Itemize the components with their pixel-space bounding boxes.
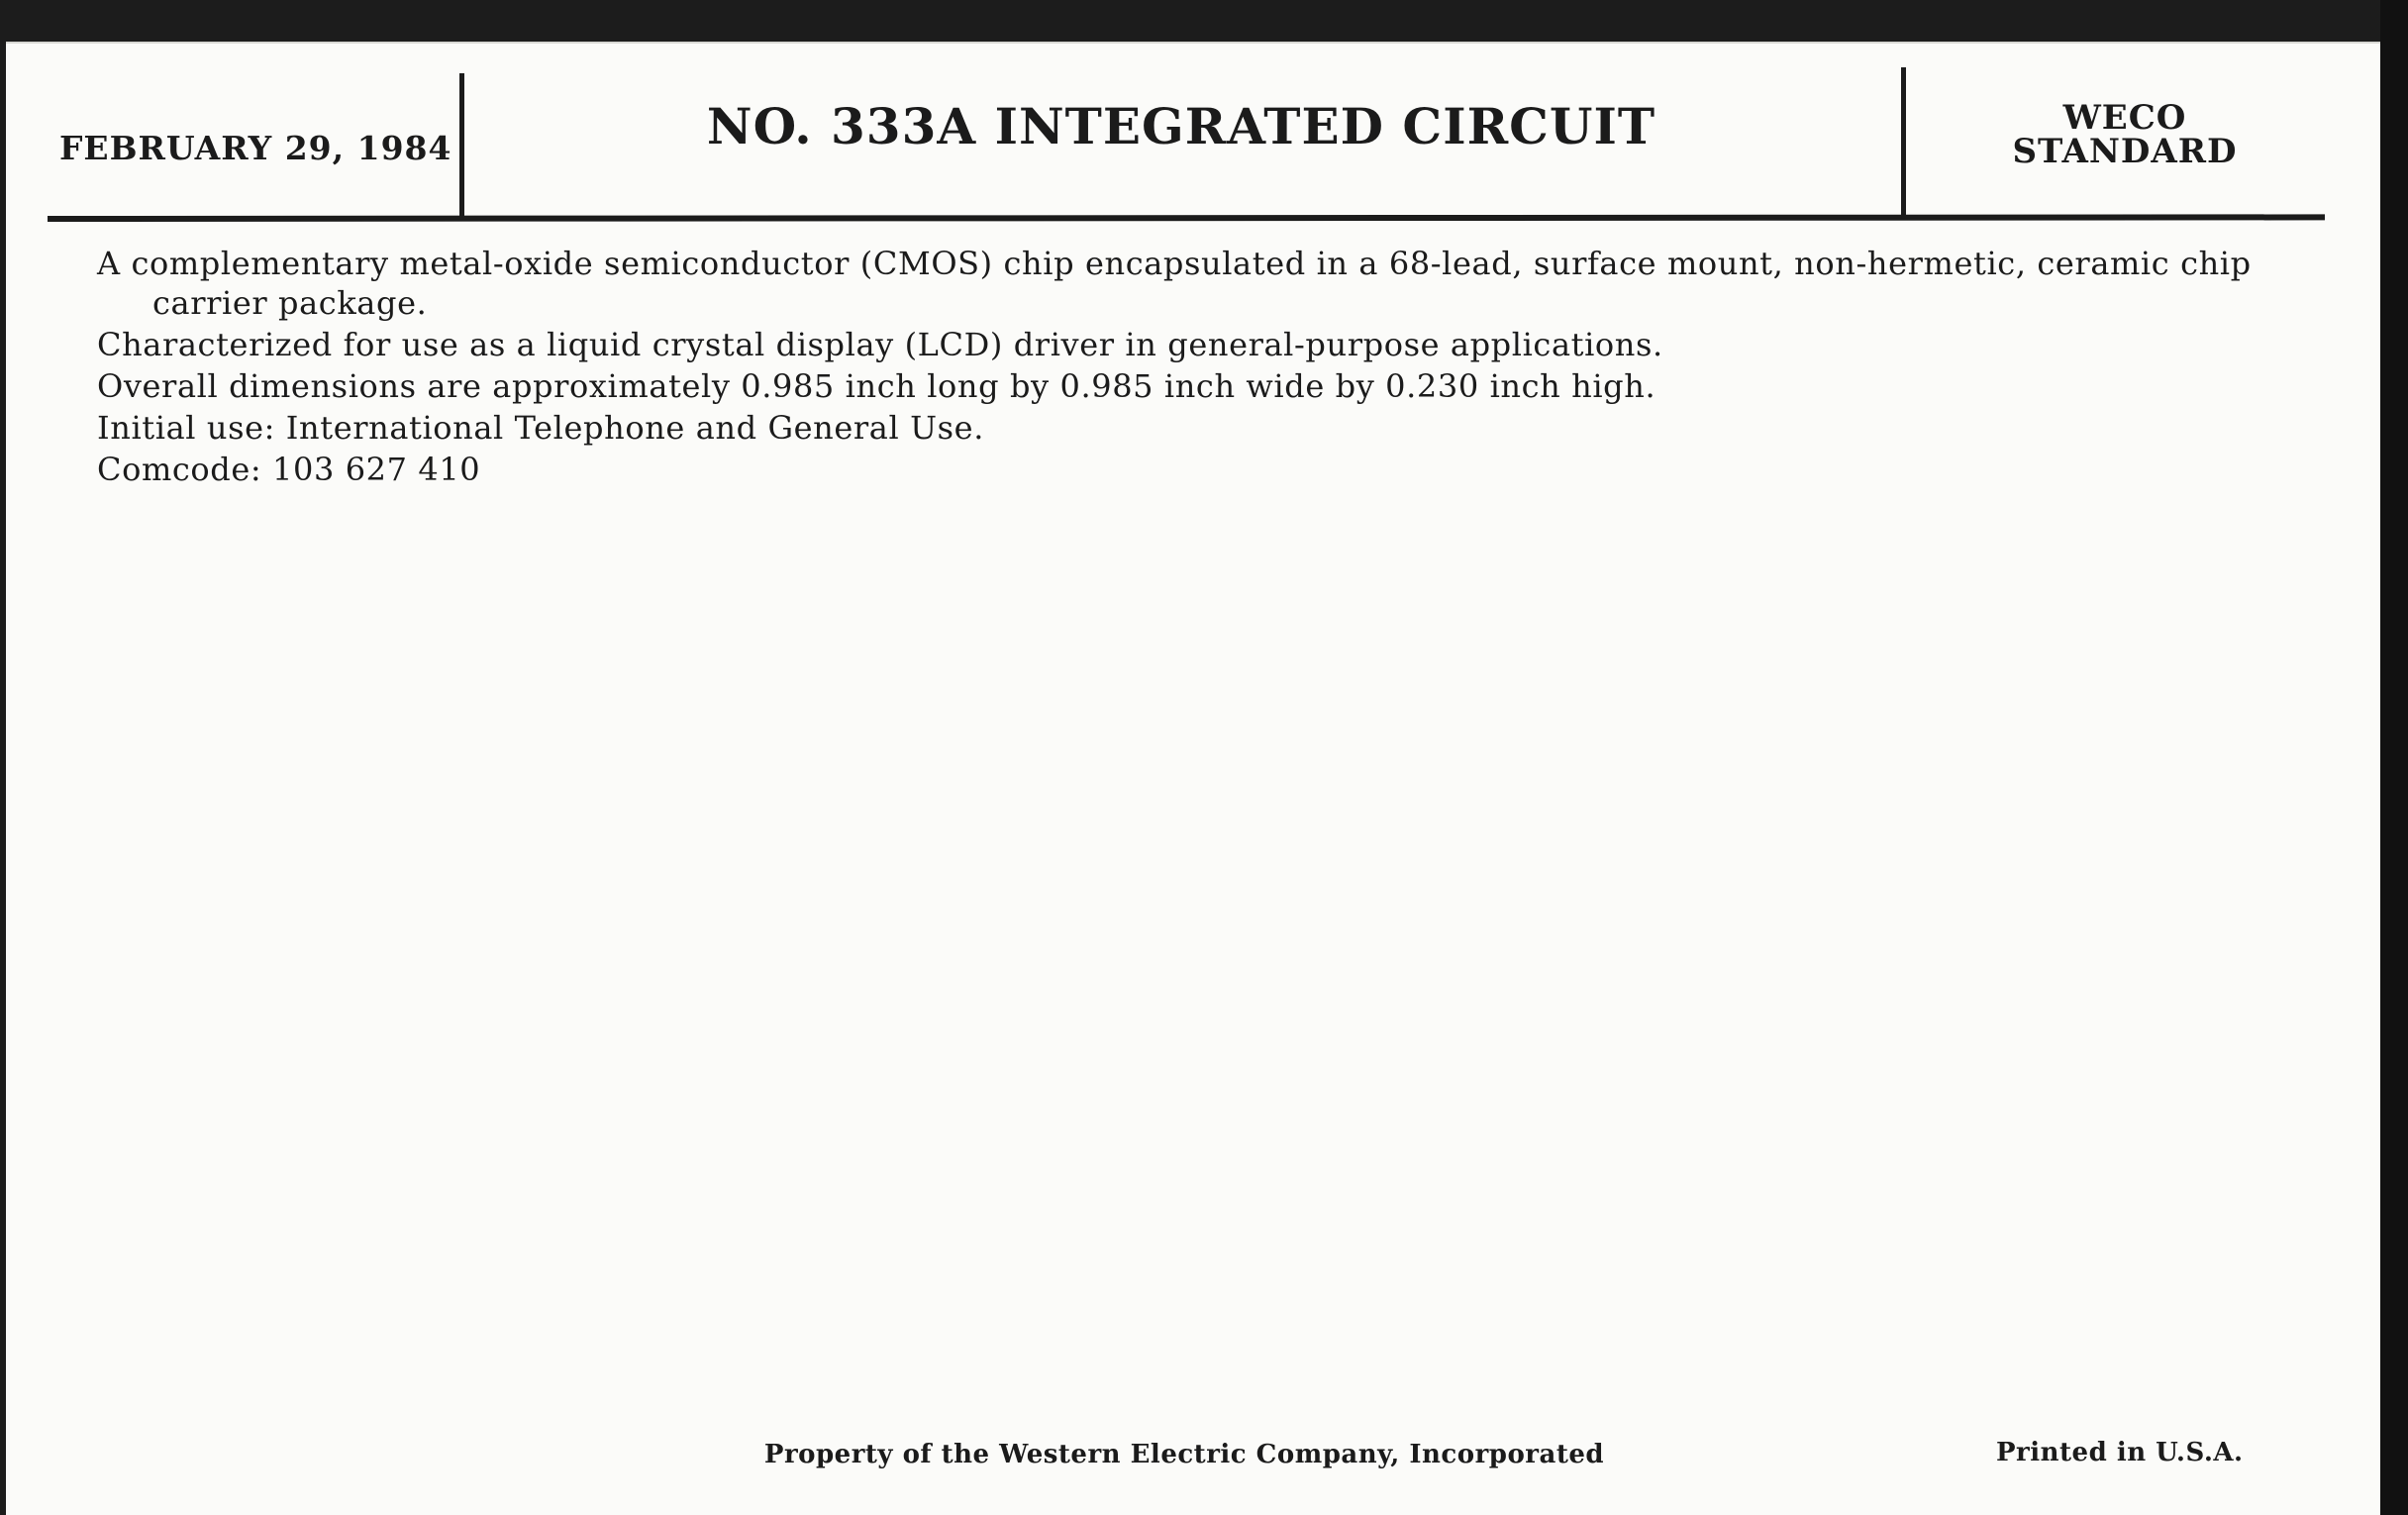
description-paragraph: A complementary metal-oxide semiconductor (CMOS) chip encapsulated in a 68-lead, surface mount, non-hermetic, ceramic chip carrier package.: [97, 245, 2252, 322]
spec-card: [6, 42, 2380, 1515]
header-rule: [48, 214, 2325, 222]
standard-label: [1907, 98, 2343, 171]
document-title: NO. 333A INTEGRATED CIRCUIT: [706, 97, 1656, 155]
usage-paragraph: Characterized for use as a liquid crystal display (LCD) driver in general-purpose applications.: [97, 326, 1663, 363]
scan-edge: [2380, 0, 2408, 1515]
description-body: [97, 244, 2315, 491]
property-notice: Property of the Western Electric Company, Incorporated: [763, 1440, 1605, 1469]
standard-label-line1: WECO: [2062, 98, 2187, 138]
standard-label-line2: STANDARD: [2012, 132, 2238, 171]
header-divider-right: [1901, 67, 1906, 218]
printed-notice: Printed in U.S.A.: [1996, 1438, 2244, 1467]
initial-use-paragraph: Initial use: International Telephone and General Use.: [97, 409, 984, 447]
dimensions-paragraph: Overall dimensions are approximately 0.985 inch long by 0.985 inch wide by 0.230 inch high.: [97, 367, 1656, 405]
issue-date: FEBRUARY 29, 1984: [59, 129, 452, 167]
comcode-paragraph: Comcode: 103 627 410: [97, 451, 481, 488]
